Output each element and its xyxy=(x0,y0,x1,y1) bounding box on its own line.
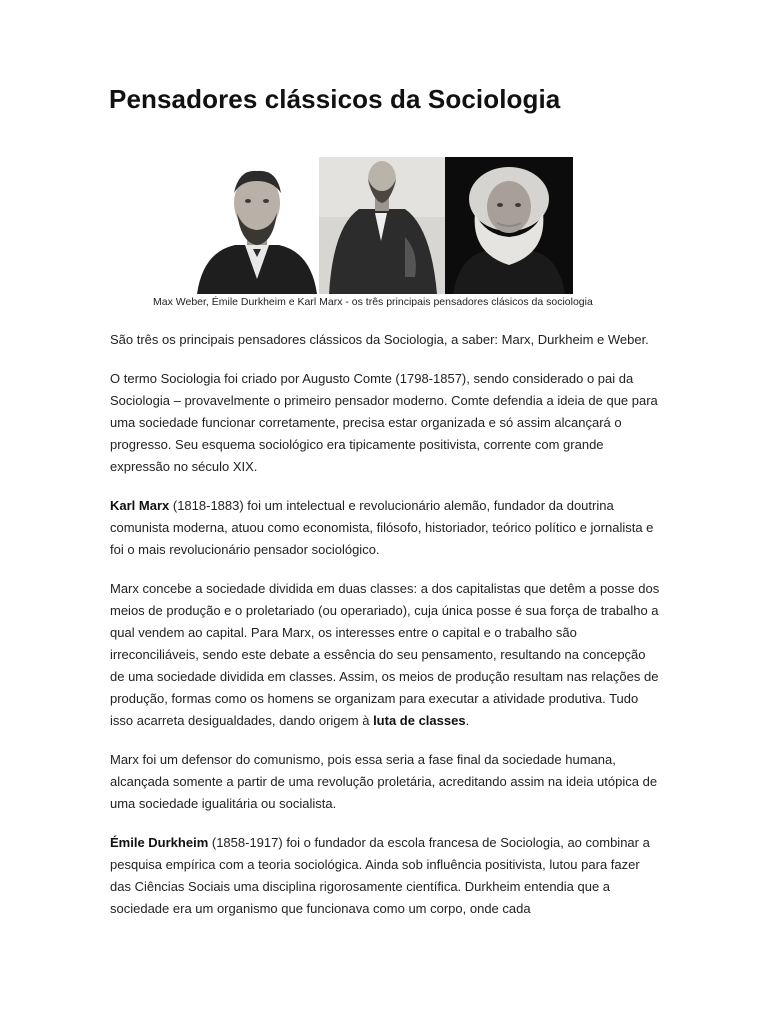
portraits-figure xyxy=(195,157,573,294)
portrait-emile-durkheim-icon xyxy=(319,157,445,294)
figure-caption: Max Weber, Émile Durkheim e Karl Marx - os três principais pensadores clásicos da sociologia xyxy=(153,296,593,308)
paragraph-text: . xyxy=(465,713,470,728)
paragraph: Marx foi um defensor do comunismo, pois essa seria a fase final da sociedade humana, alcançada somente a partir de uma revolução proletária, acreditando assim na ideia utópica de uma sociedade igualitária ou socialista. xyxy=(110,752,658,811)
bold-term: Émile Durkheim xyxy=(110,835,209,850)
paragraph xyxy=(110,832,660,920)
portrait-max-weber-icon xyxy=(195,157,319,294)
paragraph: O termo Sociologia foi criado por Augusto Comte (1798-1857), sendo considerado o pai da Sociologia – provavelmente o primeiro pensador moderno. Comte defendia a ideia de que para uma sociedade funcionar corretamente, precisa estar organizada e só assim alcançará o progresso. Seu esquema sociológico era tipicamente positivista, corrente com grande expressão no século XIX. xyxy=(110,371,658,474)
bold-term: luta de classes xyxy=(373,713,466,728)
paragraph: São três os principais pensadores clássicos da Sociologia, a saber: Marx, Durkheim e Weber. xyxy=(110,332,649,347)
paragraph xyxy=(110,495,660,561)
paragraph-text: (1818-1883) foi um intelectual e revolucionário alemão, fundador da doutrina comunista moderna, atuou como economista, filósofo, historiador, teórico político e jornalista e foi o mais revolucionário pensador sociológico. xyxy=(110,498,654,557)
paragraph-text: (1858-1917) foi o fundador da escola francesa de Sociologia, ao combinar a pesquisa empírica com a teoria sociológica. Ainda sob influência positivista, lutou para fazer das Ciências Sociais uma disciplina rigorosamente científica. Durkheim entendia que a sociedade era um organismo que funcionava como um corpo, onde cada xyxy=(110,835,650,916)
portrait-karl-marx-icon xyxy=(445,157,573,294)
paragraph xyxy=(110,578,660,732)
bold-term: Karl Marx xyxy=(110,498,170,513)
article-body xyxy=(110,329,660,937)
page-title: Pensadores clássicos da Sociologia xyxy=(109,84,561,114)
paragraph-text: Marx concebe a sociedade dividida em duas classes: a dos capitalistas que detêm a posse dos meios de produção e o proletariado (ou operariado), cuja única posse é sua força de trabalho a qual vendem ao capital. Para Marx, os interesses entre o capital e o trabalho são irreconciliáveis, sendo este debate a essência do seu pensamento, resultando na concepção de uma sociedade dividida em classes. Assim, os meios de produção resultam nas relações de produção, formas como os homens se organizam para executar a atividade produtiva. Tudo isso acarreta desigualdades, dando origem à xyxy=(110,581,660,728)
